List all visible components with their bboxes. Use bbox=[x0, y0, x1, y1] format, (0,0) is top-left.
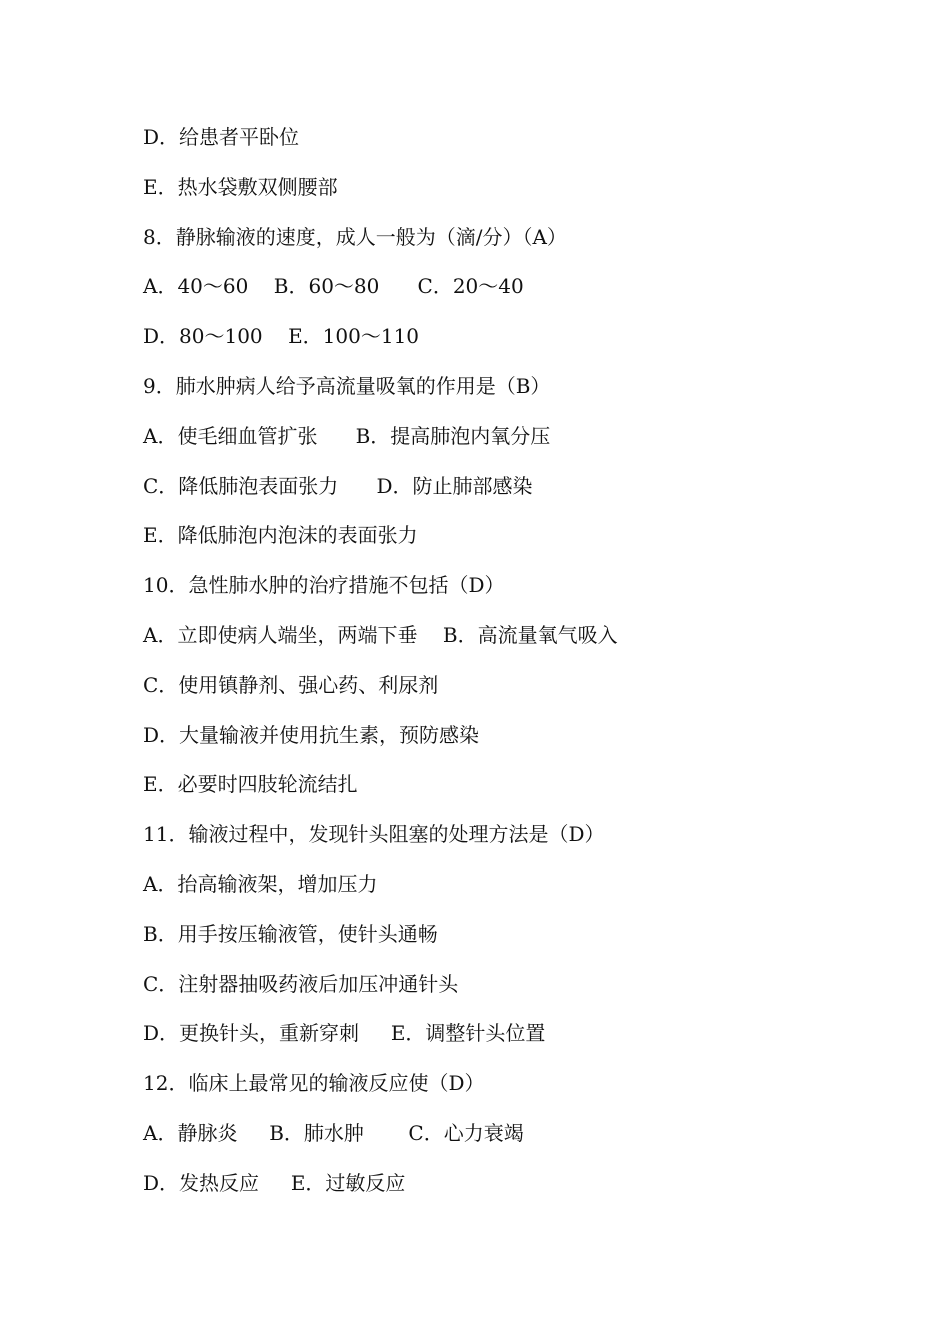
q8-options-de: D．80～100 E．100～110 bbox=[143, 324, 420, 349]
q10-option-d: D．大量输液并使用抗生素，预防感染 bbox=[143, 722, 480, 747]
q10-options-ab: A．立即使病人端坐，两端下垂 B．高流量氧气吸入 bbox=[143, 622, 618, 647]
q11-option-c: C．注射器抽吸药液后加压冲通针头 bbox=[143, 971, 459, 996]
q10-option-e: E．必要时四肢轮流结扎 bbox=[143, 772, 358, 797]
q12-options-abc: A．静脉炎 B．肺水肿 C．心力衰竭 bbox=[143, 1120, 524, 1145]
q9-question: 9．肺水肿病人给予高流量吸氧的作用是（B） bbox=[143, 373, 551, 398]
q11-option-b: B．用手按压输液管，使针头通畅 bbox=[143, 921, 438, 946]
q12-options-de: D．发热反应 E．过敏反应 bbox=[143, 1170, 406, 1195]
document-page bbox=[143, 113, 903, 1209]
q10-question: 10．急性肺水肿的治疗措施不包括（D） bbox=[143, 573, 505, 598]
q9-options-cd: C．降低肺泡表面张力 D．防止肺部感染 bbox=[143, 473, 533, 498]
q10-option-c: C．使用镇静剂、强心药、利尿剂 bbox=[143, 672, 439, 697]
q11-options-de: D．更换针头，重新穿刺 E．调整针头位置 bbox=[143, 1021, 546, 1046]
q9-option-e: E．降低肺泡内泡沫的表面张力 bbox=[143, 523, 418, 548]
q8-options-abc: A．40～60 B．60～80 C．20～40 bbox=[143, 274, 524, 299]
q9-options-ab: A．使毛细血管扩张 B．提高肺泡内氧分压 bbox=[143, 423, 551, 448]
q8-question: 8．静脉输液的速度，成人一般为（滴/分）（A） bbox=[143, 224, 567, 249]
q12-question: 12．临床上最常见的输液反应使（D） bbox=[143, 1071, 485, 1096]
q11-option-a: A．抬高输液架，增加压力 bbox=[143, 871, 378, 896]
q11-question: 11．输液过程中，发现针头阻塞的处理方法是（D） bbox=[143, 822, 605, 847]
q7-option-d: D．给患者平卧位 bbox=[143, 125, 300, 149]
q7-option-e: E．热水袋敷双侧腰部 bbox=[143, 174, 338, 199]
